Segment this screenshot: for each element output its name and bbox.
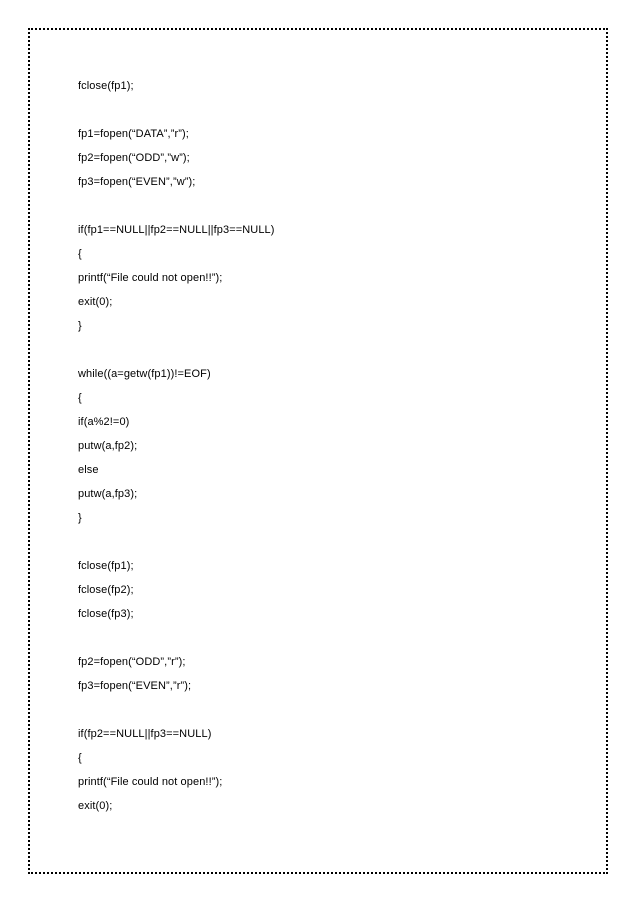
code-line: fp3=fopen(“EVEN”,”w”);: [78, 176, 196, 188]
code-line: fp3=fopen(“EVEN”,”r”);: [78, 680, 192, 692]
code-line: if(fp2==NULL||fp3==NULL): [78, 728, 212, 740]
code-line: }: [78, 512, 82, 524]
code-line: printf(“File could not open!!”);: [78, 776, 223, 788]
code-line: putw(a,fp2);: [78, 440, 138, 452]
code-line: if(fp1==NULL||fp2==NULL||fp3==NULL): [78, 224, 275, 236]
code-line: fclose(fp3);: [78, 608, 134, 620]
code-line: exit(0);: [78, 800, 113, 812]
code-line: }: [78, 320, 82, 332]
code-line: {: [78, 392, 82, 404]
code-line: {: [78, 248, 82, 260]
code-line: fclose(fp1);: [78, 560, 134, 572]
code-line: putw(a,fp3);: [78, 488, 138, 500]
code-line: fp2=fopen(“ODD”,”r”);: [78, 656, 186, 668]
code-line: fclose(fp2);: [78, 584, 134, 596]
code-line: fclose(fp1);: [78, 80, 134, 92]
code-line: else: [78, 464, 99, 476]
code-line: while((a=getw(fp1))!=EOF): [78, 368, 211, 380]
code-block: [78, 0, 578, 902]
code-line: printf(“File could not open!!”);: [78, 272, 223, 284]
code-line: fp2=fopen(“ODD”,”w”);: [78, 152, 190, 164]
code-line: if(a%2!=0): [78, 416, 130, 428]
code-line: {: [78, 752, 82, 764]
code-line: exit(0);: [78, 296, 113, 308]
code-line: fp1=fopen(“DATA”,”r”);: [78, 128, 189, 140]
